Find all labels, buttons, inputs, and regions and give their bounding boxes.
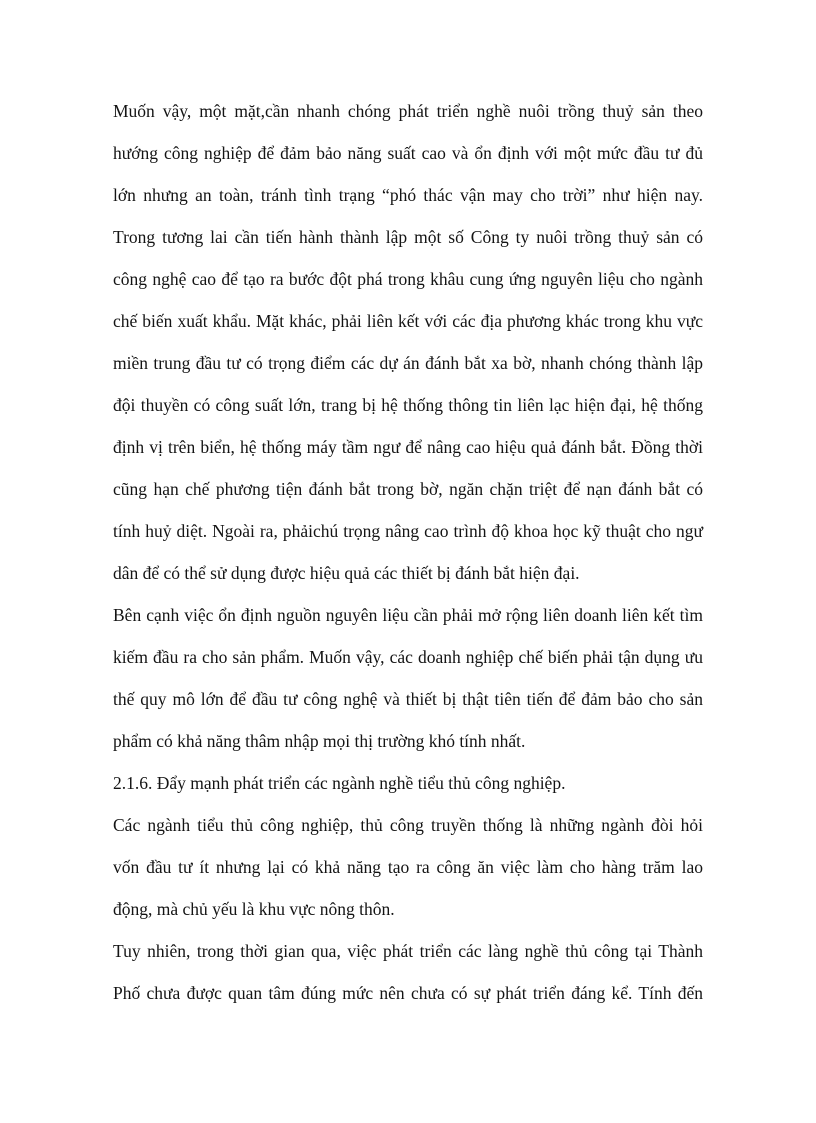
paragraph-3 — [113, 804, 703, 930]
text-line: Trong tương lai cần tiến hành thành lập một số Công ty nuôi trồng thuỷ sản có — [113, 227, 703, 247]
text-line: Phố chưa được quan tâm đúng mức nên chưa có sự phát triển đáng kể. Tính đến — [113, 983, 703, 1003]
text-line: tính huỷ diệt. Ngoài ra, phảichú trọng nâng cao trình độ khoa học kỹ thuật cho ngư — [113, 521, 703, 541]
text-line: chế biến xuất khẩu. Mặt khác, phải liên kết với các địa phương khác trong khu vực — [113, 311, 703, 331]
text-line: kiếm đầu ra cho sản phẩm. Muốn vậy, các doanh nghiệp chế biến phải tận dụng ưu — [113, 647, 703, 667]
text-line: cũng hạn chế phương tiện đánh bắt trong bờ, ngăn chặn triệt để nạn đánh bắt có — [113, 479, 703, 499]
text-block — [113, 90, 703, 1014]
text-line: Các ngành tiểu thủ công nghiệp, thủ công truyền thống là những ngành đòi hỏi — [113, 815, 703, 835]
text-line: định vị trên biển, hệ thống máy tầm ngư để nâng cao hiệu quả đánh bắt. Đồng thời — [113, 437, 703, 457]
paragraph-2 — [113, 594, 703, 762]
text-line: phẩm có khả năng thâm nhập mọi thị trường khó tính nhất. — [113, 731, 526, 751]
text-line: động, mà chủ yếu là khu vực nông thôn. — [113, 899, 395, 919]
text-line: Tuy nhiên, trong thời gian qua, việc phát triển các làng nghề thủ công tại Thành — [113, 941, 703, 961]
section-heading-line: 2.1.6. Đẩy mạnh phát triển các ngành nghề tiểu thủ công nghiệp. — [113, 773, 566, 793]
text-line: hướng công nghiệp để đảm bảo năng suất cao và ổn định với một mức đầu tư đủ — [113, 143, 703, 163]
text-line: miền trung đầu tư có trọng điểm các dự án đánh bắt xa bờ, nhanh chóng thành lập — [113, 353, 703, 373]
paragraph-1 — [113, 90, 703, 594]
text-line: đội thuyền có công suất lớn, trang bị hệ thống thông tin liên lạc hiện đại, hệ thống — [113, 395, 703, 415]
paragraph-4 — [113, 930, 703, 1014]
text-line: dân để có thể sử dụng được hiệu quả các thiết bị đánh bắt hiện đại. — [113, 563, 580, 583]
text-line: thế quy mô lớn để đầu tư công nghệ và thiết bị thật tiên tiến để đảm bảo cho sản — [113, 689, 703, 709]
section-heading-216 — [113, 762, 703, 804]
text-line: công nghệ cao để tạo ra bước đột phá trong khâu cung ứng nguyên liệu cho ngành — [113, 269, 703, 289]
text-line: Muốn vậy, một mặt,cần nhanh chóng phát triển nghề nuôi trồng thuỷ sản theo — [113, 101, 703, 121]
text-line: lớn nhưng an toàn, tránh tình trạng “phó thác vận may cho trời” như hiện nay. — [113, 185, 703, 205]
text-line: Bên cạnh việc ổn định nguồn nguyên liệu cần phải mở rộng liên doanh liên kết tìm — [113, 605, 703, 625]
text-line: vốn đầu tư ít nhưng lại có khả năng tạo ra công ăn việc làm cho hàng trăm lao — [113, 857, 703, 877]
